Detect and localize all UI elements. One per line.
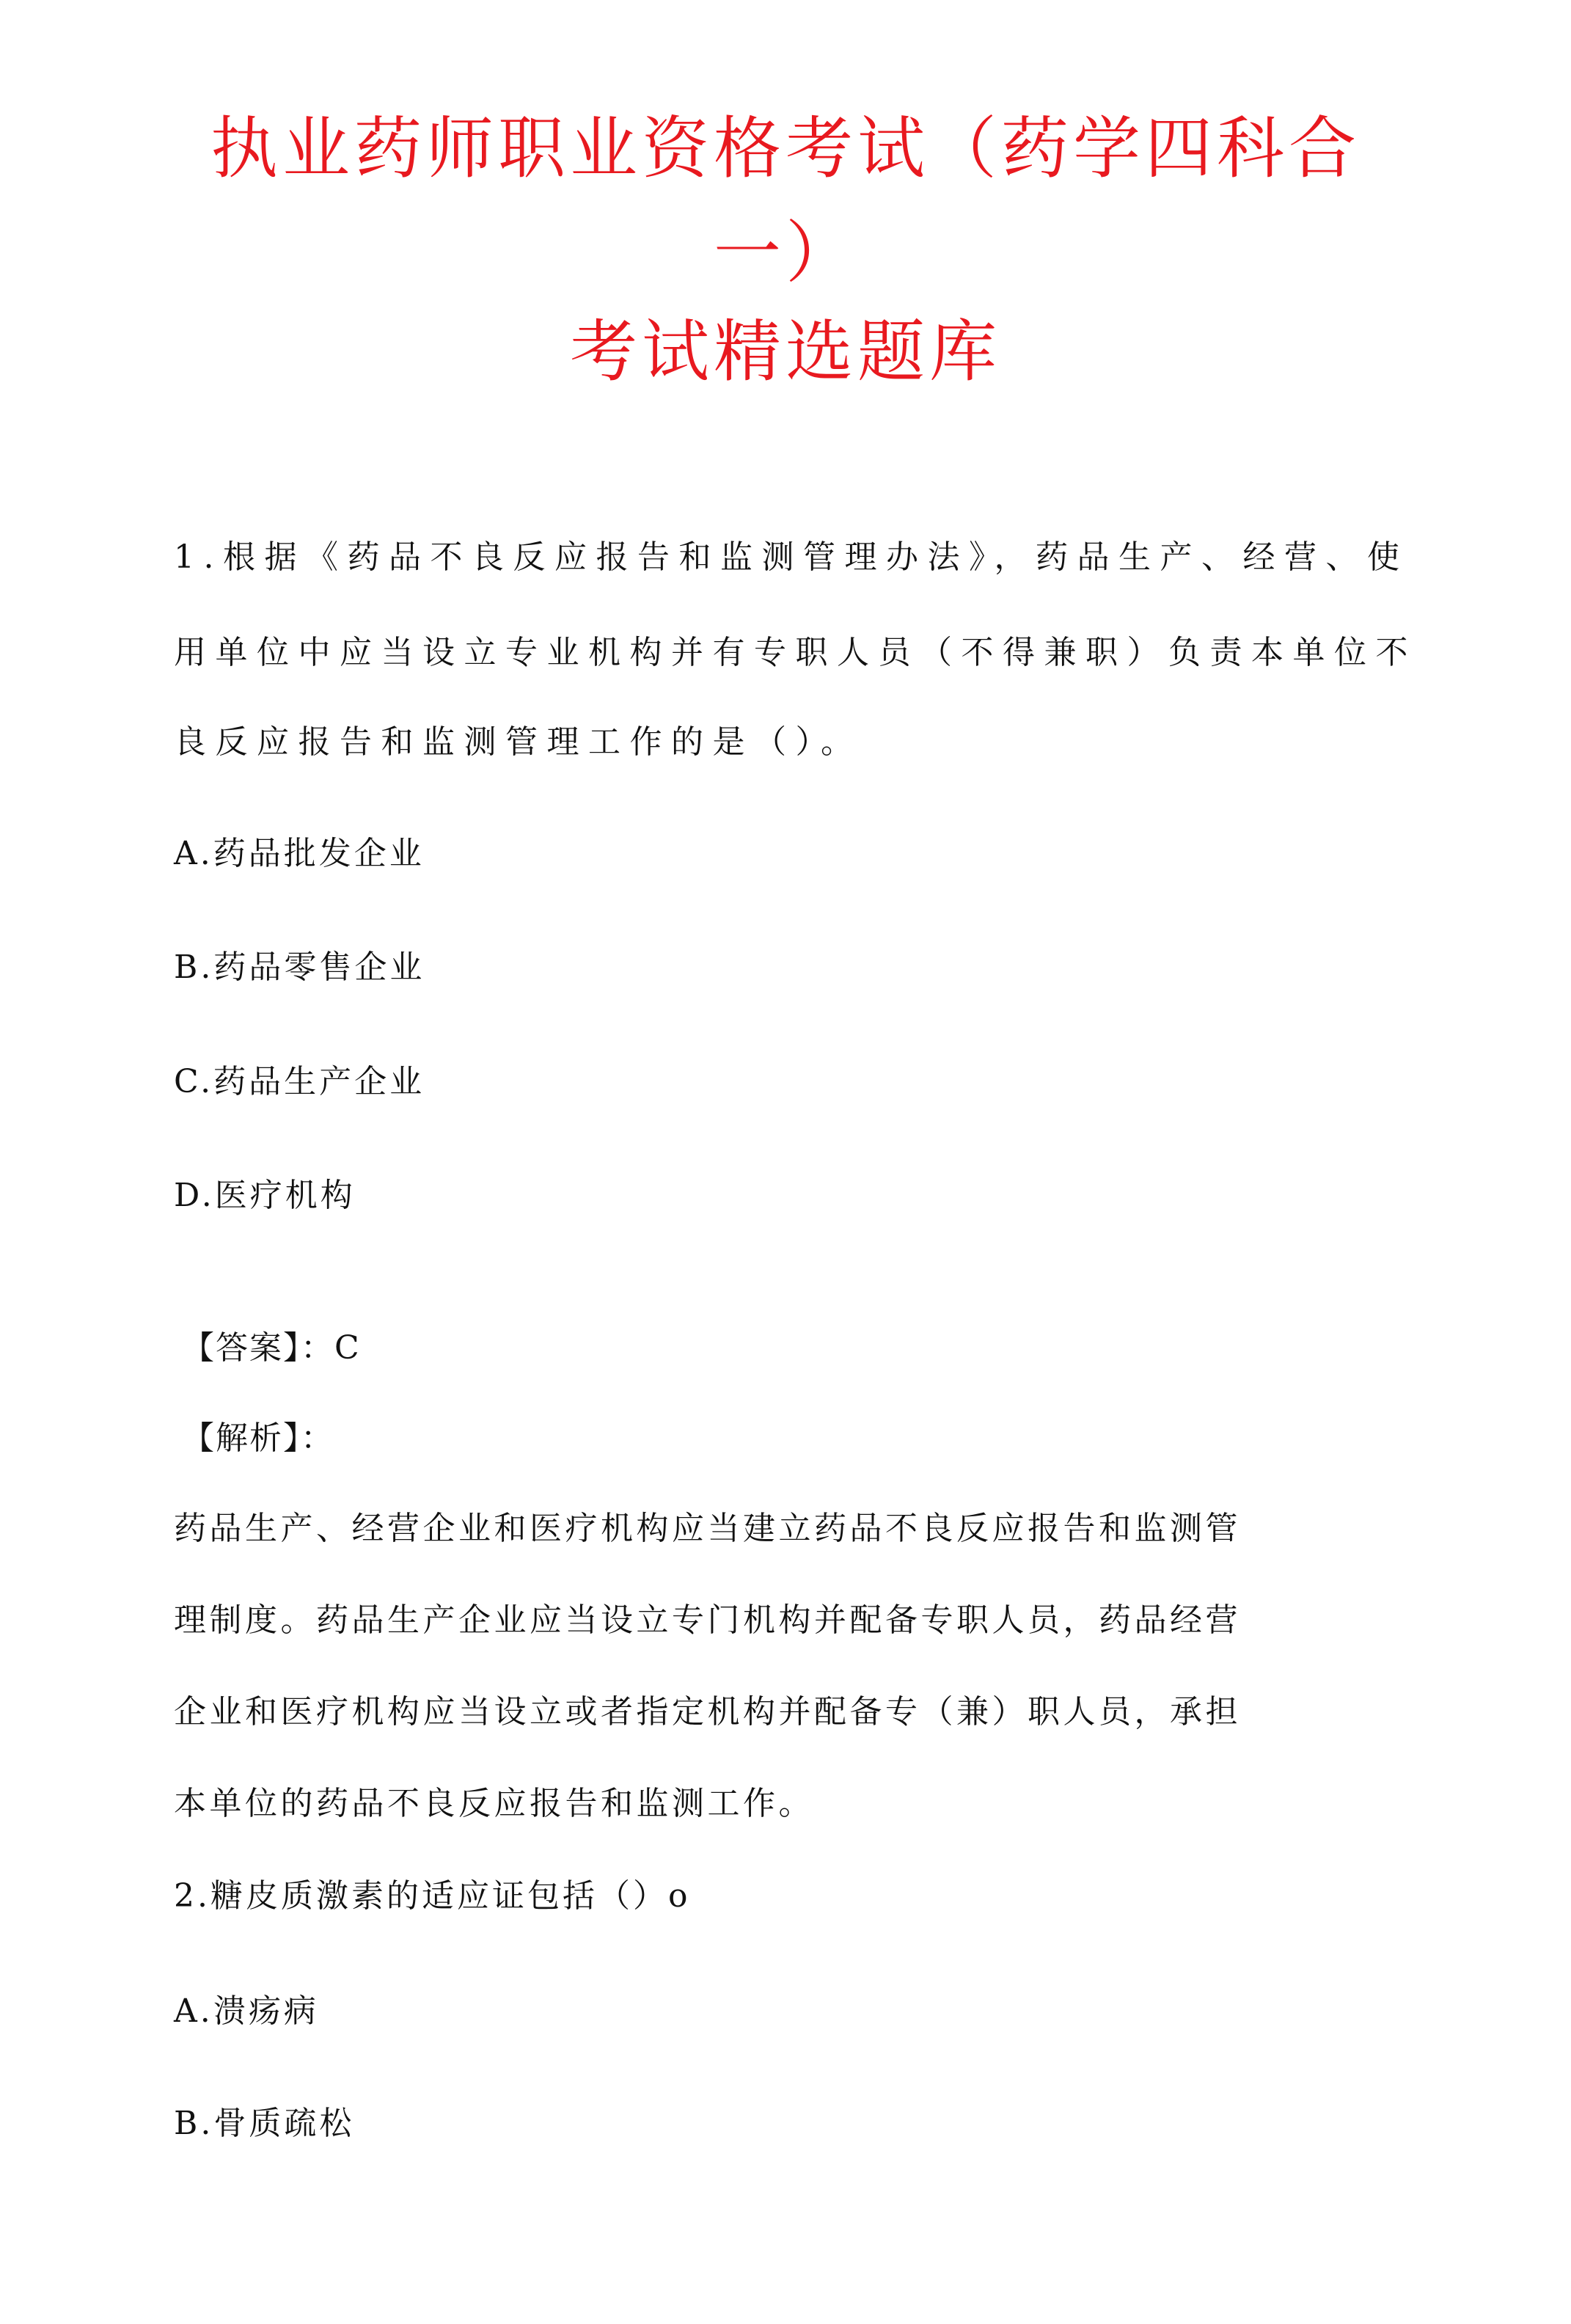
analysis-line: 药品生产、经营企业和医疗机构应当建立药品不良反应报告和监测管 [174,1510,1241,1547]
question-stem-line: 1.根据《药品不良反应报告和监测管理办法》，药品生产、经营、使 [174,538,1409,576]
option-c: C.药品生产企业 [174,1063,425,1100]
option-a: A.药品批发企业 [174,835,425,872]
title-line-3: 考试精选题库 [569,313,1001,391]
question-stem-line: 2.糖皮质激素的适应证包括（）o [174,1877,691,1915]
analysis-line: 企业和医疗机构应当设立或者指定机构并配备专（兼）职人员，承担 [174,1693,1241,1731]
question-stem-line: 用单位中应当设立专业机构并有专职人员（不得兼职）负责本单位不 [174,634,1417,671]
option-b: B.药品零售企业 [174,949,425,986]
analysis-line: 本单位的药品不良反应报告和监测工作。 [174,1785,814,1822]
question-stem-line: 良反应报告和监测管理工作的是（）。 [174,723,863,761]
option-a: A.溃疡病 [174,1992,319,2030]
option-d: D.医疗机构 [174,1177,356,1214]
analysis-line: 理制度。药品生产企业应当设立专门机构并配备专职人员，药品经营 [174,1601,1241,1639]
title-line-2: 一） [713,213,857,292]
title-line-1: 执业药师职业资格考试（药学四科合 [210,109,1361,188]
option-b: B.骨质疏松 [174,2105,355,2142]
analysis-label: 【解析】： [182,1419,334,1457]
answer-line: 【答案】：C [182,1329,361,1367]
